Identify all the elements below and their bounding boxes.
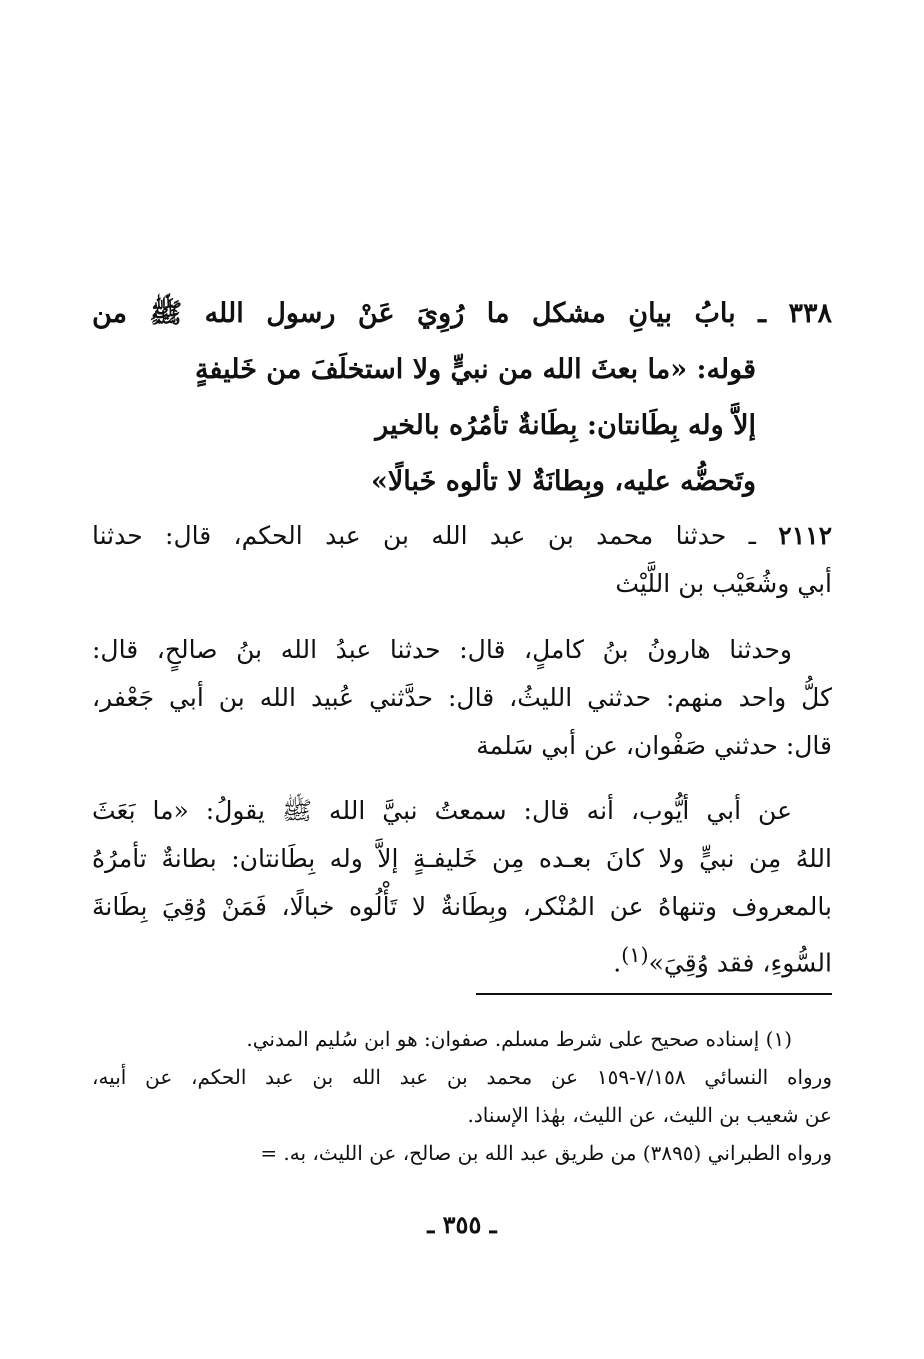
footnotes (92, 1020, 832, 1172)
hadith-text-line: كلُّ واحد منهم: حدثني الليثُ، قال: حدَّثني عُبيد الله بن أبي جَعْفر، (92, 683, 832, 712)
hadith-text-line: اللهُ مِن نبيٍّ ولا كانَ بعـده مِن خَليفـةٍ إلاَّ وله بِطَانتان: بطانةٌ تأمرُهُ (92, 844, 832, 873)
footnote-line: ورواه الطبراني (٣٨٩٥) من طريق عبد الله بن صالح، عن الليث، به. = (260, 1141, 832, 1165)
chapter-heading-line: قوله: «ما بعثَ الله من نبيٍّ ولا استخلَفَ من خَليفةٍ (194, 354, 756, 385)
hadith-text: . (613, 948, 622, 978)
hadith-number: ٢١١٢ (778, 521, 832, 550)
footnote-line: (١) إسناده صحيح على شرط مسلم. صفوان: هو ابن سُليم المدني. (246, 1027, 792, 1051)
footnote-line: عن شعيب بن الليث، عن الليث، بهٰذا الإسناد. (467, 1103, 832, 1127)
footnote-separator (476, 993, 832, 995)
chapter-heading (92, 286, 832, 510)
chapter-heading-line: ٣٣٨ ـ بابُ بيانِ مشكل ما رُوِيَ عَنْ رسول الله ﷺ من (92, 298, 832, 329)
page-number: ـ ٣٥٥ ـ (427, 1210, 497, 1239)
chapter-heading-line: إلاَّ وله بِطَانتان: بِطَانةٌ تأمُرُه بالخير (375, 410, 756, 441)
hadith-text-line: أبي وشُعَيْب بن اللَّيْث (615, 569, 832, 598)
hadith-text: ـ حدثنا محمد بن عبد الله بن عبد الحكم، قال: حدثنا (92, 521, 756, 550)
chapter-heading-line: وتَحضُّه عليه، وبِطانَةٌ لا تألوه خَبالًا» (371, 466, 756, 497)
hadith-text-line (92, 512, 832, 560)
hadith-text: السُّوءِ، فقد وُقِيَ» (648, 948, 832, 978)
hadith-text-line: قال: حدثني صَفْوان، عن أبي سَلمة (476, 731, 832, 760)
hadith-text-line: وحدثنا هارونُ بنُ كاملٍ، قال: حدثنا عبدُ الله بنُ صالحٍ، قال: (92, 635, 792, 664)
hadith-text-line (92, 931, 832, 987)
hadith-text-line: عن أبي أيُّوب، أنه قال: سمعتُ نبيَّ الله ﷺ يقولُ: «ما بَعَثَ (92, 796, 792, 825)
hadith-matn (92, 787, 832, 987)
hadith-isnad-second (92, 626, 832, 770)
hadith-text-line: بالمعروف وتنهاهُ عن المُنْكر، وبِطَانةٌ لا تَأْلُوه خبالًا، فَمَنْ وُقِيَ بِطَانةَ (92, 892, 832, 921)
footnote-reference: (١) (621, 943, 649, 967)
hadith-isnad-first (92, 512, 832, 608)
footnote-line: ورواه النسائي ٧/١٥٨-١٥٩ عن محمد بن عبد الله بن عبد الحكم، عن أبيه، (92, 1065, 832, 1089)
